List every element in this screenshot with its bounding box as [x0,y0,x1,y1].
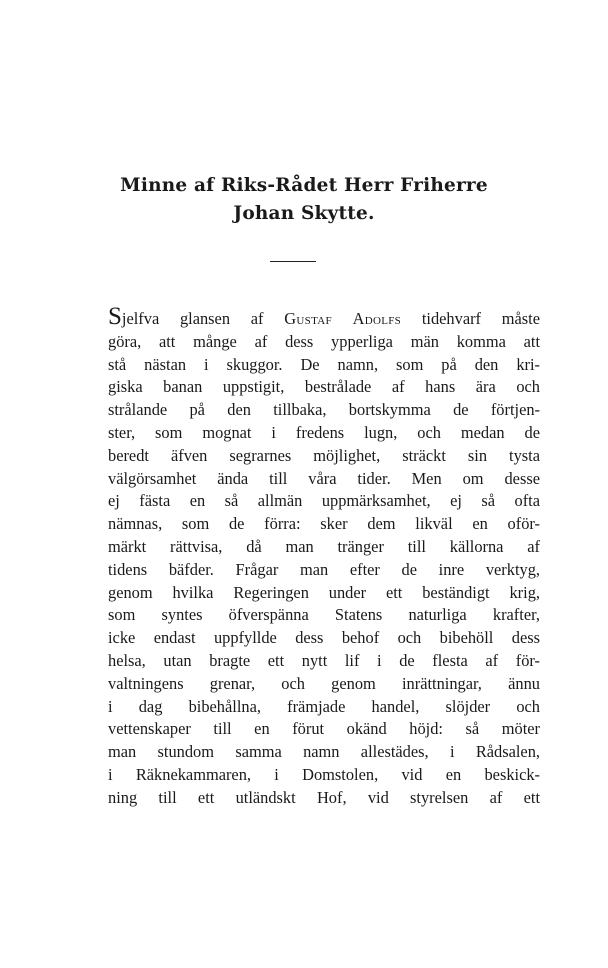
text-line: helsa, utan bragte ett nytt lif i de flesta af för- [108,650,540,670]
text-line: ster, som mognat i fredens lugn, och medan de [108,422,540,442]
drop-cap: S [108,303,122,330]
text-line: ej fästa en så allmän uppmärksamhet, ej så ofta [108,491,540,511]
text-line: i Räknekammaren, i Domstolen, vid en beskick- [108,764,540,784]
chapter-title-line-1: Minne af Riks-Rådet Herr Friherre [120,175,488,196]
chapter-title [60,172,548,228]
text-line: icke endast uppfyllde dess behof och bibehöll dess [108,628,540,648]
text-line: beredt äfven segrarnes möjlighet, sträckt sin tysta [108,445,540,465]
text-line: nämnas, som de förra: sker dem likväl en oför- [108,514,540,534]
text-line: strålande på den tillbaka, bortskymma de förtjen- [108,400,540,420]
text-line: som syntes öfverspänna Statens naturliga krafter, [108,605,540,625]
title-divider-rule [270,261,316,262]
chapter-title-line-2: Johan Skytte. [233,203,375,224]
text-line: tidens bäfder. Frågar man efter de inre verktyg, [108,559,540,579]
text-line: genom hvilka Regeringen under ett beständigt krig, [108,582,540,602]
text-line: stå nästan i skuggor. De namn, som på den kri- [108,354,540,374]
text-line: ning till ett utländskt Hof, vid styrelsen af ett [108,787,540,807]
text-line: man stundom samma namn allestädes, i Rådsalen, [108,742,540,762]
text-line: valtningens grenar, och genom inrättningar, ännu [108,673,540,693]
text-fragment [332,309,353,328]
body-text [108,303,540,810]
name-small-caps: Gustaf [284,309,332,328]
text-line: i dag bibehållna, främjade handel, slöjder och [108,696,540,716]
text-fragment: tidehvarf måste [401,309,540,328]
text-line: giska banan uppstigit, bestrålade af hans ära och [108,377,540,397]
text-line: göra, att månge af dess ypperliga män komma att [108,331,540,351]
text-line-first [108,303,540,331]
text-line: vettenskaper till en förut okänd höjd: så möter [108,719,540,739]
name-small-caps: Adolfs [352,309,402,328]
text-fragment: jelfva glansen af [121,309,285,328]
text-line: välgörsamhet ända till våra tider. Men om desse [108,468,540,488]
text-line: märkt rättvisa, då man tränger till källorna af [108,536,540,556]
